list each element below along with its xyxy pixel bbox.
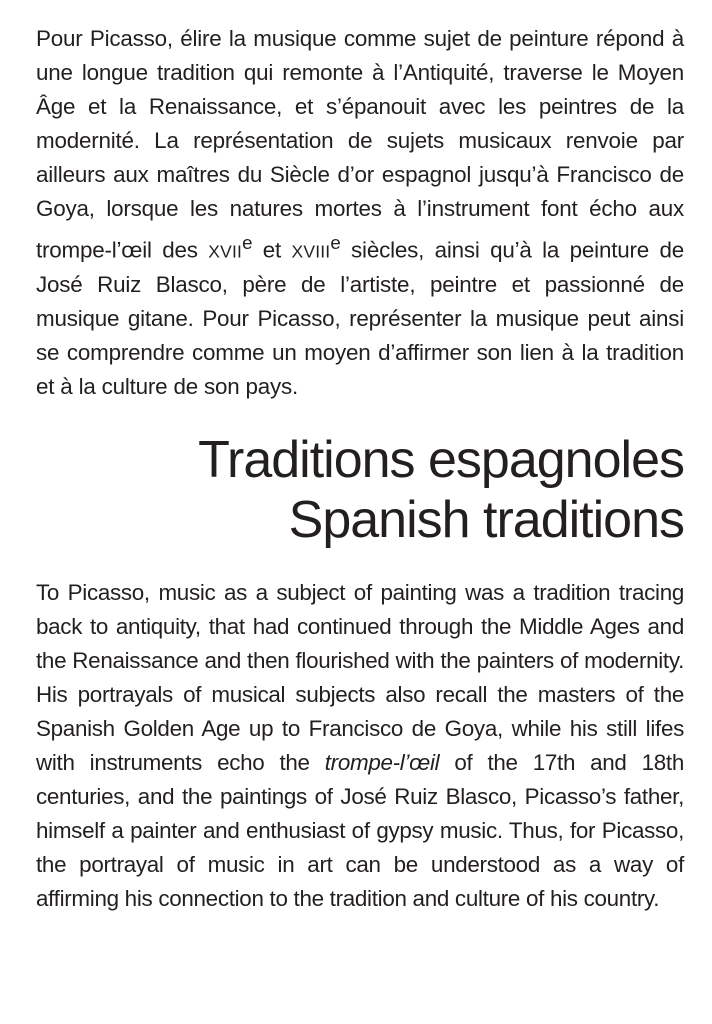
- french-paragraph: [36, 22, 684, 404]
- french-text-part2: siècles, ainsi qu’à la peinture de José Ruiz Blasco, père de l’artiste, peintre et passionné de musique gitane. Pour Picasso, représenter la musique peut ainsi se comprendre comme un moyen d’affirmer son lien à la tradition et à la culture de son pays.: [36, 237, 684, 400]
- french-conjunction: et: [252, 237, 292, 263]
- ordinal-superscript: e: [330, 232, 341, 253]
- english-text-part2: of the 17th and 18th centuries, and the paintings of José Ruiz Blasco, Picasso’s father, himself a painter and enthusiast of gypsy music. Thus, for Picasso, the portrayal of music in art can be understood as a way of affirming his connection to the tradition and culture of his country.: [36, 750, 684, 912]
- english-text-part1: To Picasso, music as a subject of painting was a tradition tracing back to antiquity, that had continued through the Middle Ages and the Renaissance and then flourished with the painters of modernity. His portrayals of musical subjects also recall the masters of the Spanish Golden Age up to Francisco de Goya, while his still lifes with instruments echo the: [36, 580, 684, 776]
- section-heading: [36, 430, 684, 550]
- century-numeral-18: XVIII: [291, 241, 331, 262]
- english-paragraph: [36, 576, 684, 916]
- heading-french: Traditions espagnoles: [198, 431, 684, 490]
- text-page: [36, 22, 684, 916]
- century-numeral-17: XVII: [208, 241, 243, 262]
- french-text-part1: Pour Picasso, élire la musique comme sujet de peinture répond à une longue tradition qui remonte à l’Antiquité, traverse le Moyen Âge et la Renaissance, et s’épanouit avec les peintres de la modernité. La représentation de sujets musicaux renvoie par ailleurs aux maîtres du Siècle d’or espagnol jusqu’à Francisco de Goya, lorsque les natures mortes à l’instrument font écho aux trompe-l’œil des: [36, 26, 684, 263]
- ordinal-superscript: e: [242, 232, 253, 253]
- english-italic-term: trompe-l’œil: [324, 750, 440, 776]
- heading-english: Spanish traditions: [288, 491, 684, 550]
